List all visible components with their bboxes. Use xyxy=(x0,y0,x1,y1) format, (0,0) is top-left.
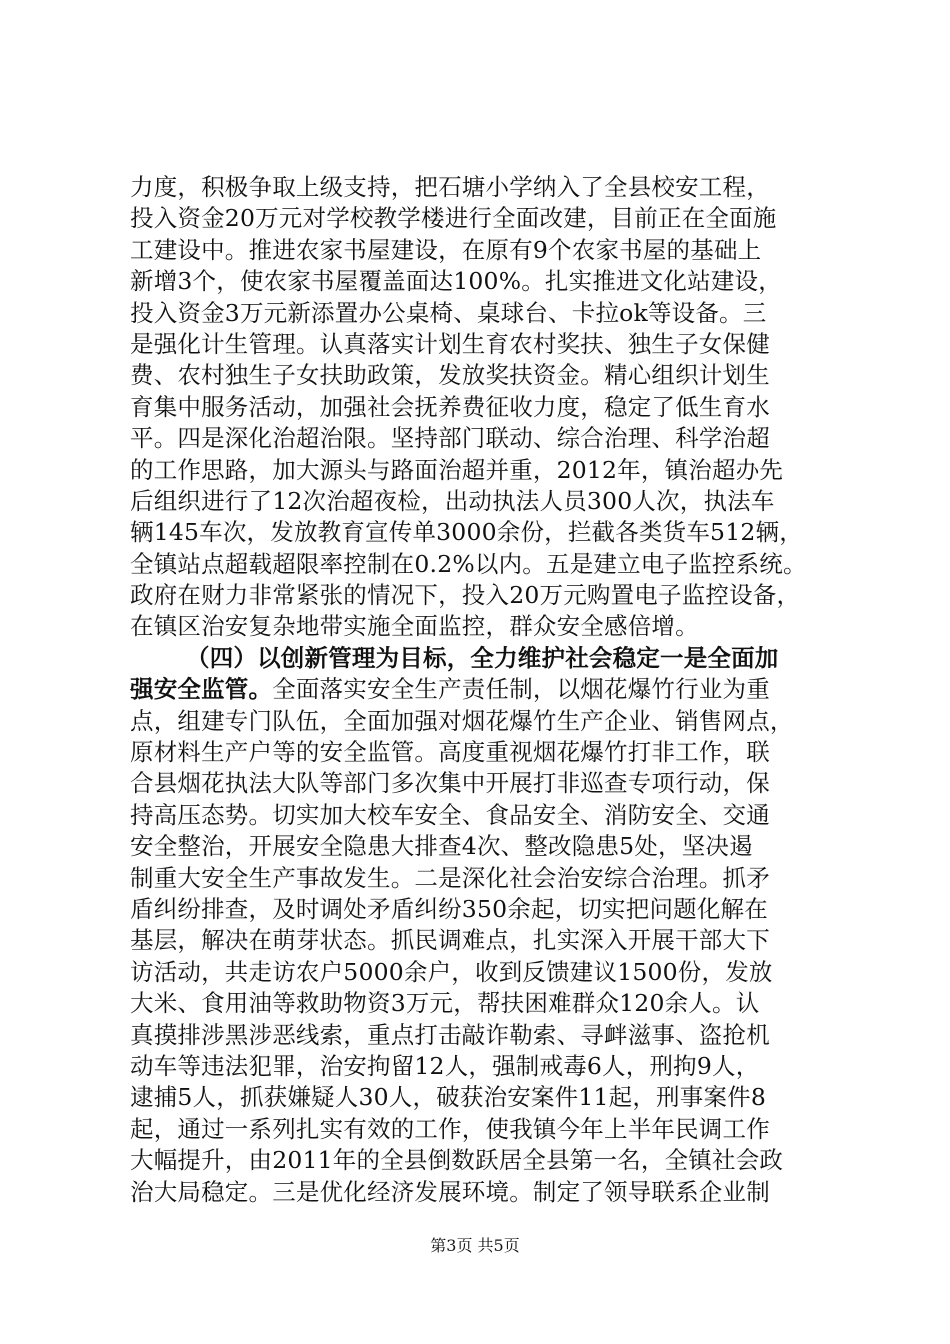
text-line xyxy=(130,235,842,266)
body-text xyxy=(130,172,842,1208)
text-line xyxy=(130,203,842,234)
text-line xyxy=(130,925,842,956)
section-heading-continued: 强安全监管。 xyxy=(130,675,273,704)
line-text: 大幅提升，由2011年的全县倒数跃居全县第一名，全镇社会政 xyxy=(130,1146,784,1175)
line-text: 合县烟花执法大队等部门多次集中开展打非巡查专项行动，保 xyxy=(130,769,770,798)
line-text: 在镇区治安复杂地带实施全面监控，群众安全感倍增。 xyxy=(130,612,699,641)
line-text: 制重大安全生产事故发生。二是深化社会治安综合治理。抓矛 xyxy=(130,863,770,892)
text-line xyxy=(130,517,842,548)
page-footer xyxy=(0,1236,950,1256)
line-text: 是强化计生管理。认真落实计划生育农村奖扶、独生子女保健 xyxy=(130,329,770,358)
text-line xyxy=(130,768,842,799)
line-text: 动车等违法犯罪，治安拘留12人，强制戒毒6人，刑拘9人， xyxy=(130,1051,760,1080)
text-line xyxy=(130,863,842,894)
line-text: 起，通过一系列扎实有效的工作，使我镇今年上半年民调工作 xyxy=(130,1114,770,1143)
text-line xyxy=(130,486,842,517)
line-text: 的工作思路，加大源头与路面治超并重，2012年，镇治超办先 xyxy=(130,455,784,484)
line-text: 育集中服务活动，加强社会抚养费征收力度，稳定了低生育水 xyxy=(130,392,770,421)
text-line xyxy=(130,580,842,611)
text-line xyxy=(130,957,842,988)
text-line xyxy=(130,360,842,391)
line-text: 工建设中。推进农家书屋建设，在原有9个农家书屋的基础上 xyxy=(130,235,762,264)
text-line xyxy=(130,455,842,486)
line-text: 持高压态势。切实加大校车安全、食品安全、消防安全、交通 xyxy=(130,800,770,829)
text-line xyxy=(130,298,842,329)
line-text: 原材料生产户等的安全监管。高度重视烟花爆竹打非工作，联 xyxy=(130,738,770,767)
line-text: 全面落实安全生产责任制，以烟花爆竹行业为重 xyxy=(272,675,770,704)
line-text: 基层，解决在萌芽状态。抓民调难点，扎实深入开展干部大下 xyxy=(130,926,770,955)
text-line xyxy=(130,1082,842,1113)
line-text: 治大局稳定。三是优化经济发展环境。制定了领导联系企业制 xyxy=(130,1177,770,1206)
text-line xyxy=(130,1145,842,1176)
line-text: 盾纠纷排查，及时调处矛盾纠纷350余起，切实把问题化解在 xyxy=(130,894,768,923)
text-line xyxy=(130,800,842,831)
text-line xyxy=(130,737,842,768)
text-line xyxy=(130,1020,842,1051)
text-line xyxy=(130,706,842,737)
section-heading: （四）以创新管理为目标，全力维护社会稳定一是全面加 xyxy=(186,643,779,672)
text-line xyxy=(130,266,842,297)
text-line xyxy=(130,611,842,642)
text-line xyxy=(130,831,842,862)
section-heading-line xyxy=(130,643,842,674)
line-text: 访活动，共走访农户5000余户，收到反馈建议1500份，发放 xyxy=(130,957,773,986)
line-text: 大米、食用油等救助物资3万元，帮扶困难群众120余人。认 xyxy=(130,989,760,1018)
text-line xyxy=(130,172,842,203)
text-line xyxy=(130,392,842,423)
line-text: 政府在财力非常紧张的情况下，投入20万元购置电子监控设备， xyxy=(130,581,801,610)
line-text: 平。四是深化治超治限。坚持部门联动、综合治理、科学治超 xyxy=(130,424,770,453)
line-text: 后组织进行了12次治超夜检，出动执法人员300人次，执法车 xyxy=(130,486,775,515)
text-line xyxy=(130,1051,842,1082)
page-number: 第3页 共5页 xyxy=(430,1236,520,1255)
line-text: 力度，积极争取上级支持，把石塘小学纳入了全县校安工程， xyxy=(130,173,770,201)
text-line xyxy=(130,549,842,580)
line-text: 新增3个，使农家书屋覆盖面达100%。扎实推进文化站建设， xyxy=(130,267,782,296)
line-text: 投入资金3万元新添置办公桌椅、桌球台、卡拉ok等设备。三 xyxy=(130,298,767,327)
text-line xyxy=(130,423,842,454)
line-text: 全镇站点超载超限率控制在0.2%以内。五是建立电子监控系统。 xyxy=(130,549,807,578)
text-line xyxy=(130,1177,842,1208)
line-text: 真摸排涉黑涉恶线索，重点打击敲诈勒索、寻衅滋事、盗抢机 xyxy=(130,1020,770,1049)
line-text: 安全整治，开展安全隐患大排查4次、整改隐患5处，坚决遏 xyxy=(130,832,753,861)
line-text: 逮捕5人，抓获嫌疑人30人，破获治安案件11起，刑事案件8 xyxy=(130,1083,767,1112)
text-line xyxy=(130,674,842,705)
line-text: 费、农村独生子女扶助政策，发放奖扶资金。精心组织计划生 xyxy=(130,361,770,390)
line-text: 辆145车次，发放教育宣传单3000余份，拦截各类货车512辆， xyxy=(130,518,803,547)
text-line xyxy=(130,988,842,1019)
text-line xyxy=(130,1114,842,1145)
text-line xyxy=(130,329,842,360)
text-line xyxy=(130,894,842,925)
line-text: 投入资金20万元对学校教学楼进行全面改建，目前正在全面施 xyxy=(130,204,777,233)
line-text: 点，组建专门队伍，全面加强对烟花爆竹生产企业、销售网点， xyxy=(130,706,794,735)
